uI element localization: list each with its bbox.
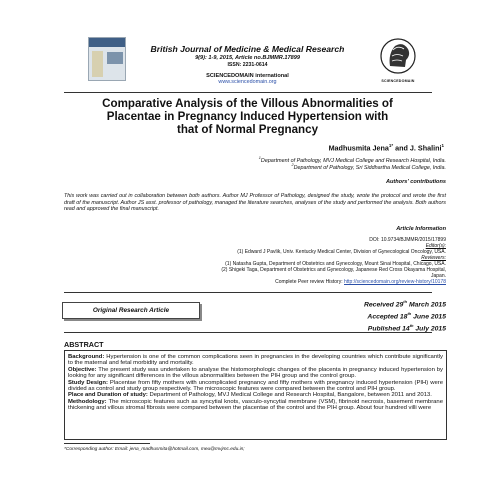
article-info-heading: Article Information: [396, 226, 446, 232]
objective-label: Objective:: [68, 366, 97, 373]
affiliation-1-text: Department of Pathology, MVJ Medical College and Research Hospital, India.: [260, 157, 446, 164]
abstract-top-rule: [64, 332, 432, 333]
dates-block: [0, 298, 446, 334]
accepted-rest: June 2015: [411, 313, 446, 321]
design-text: Placentae from fifty mothers with uncomplicated pregnancy and fifty mothers with pregnancy induced hypertension (PIH) were divided as control and study group respectively. The microscopic features were compared between the control and PIH group.: [68, 379, 443, 393]
affiliation-2-text: Department of Pathology, Sri Siddhartha Medical College, India.: [293, 164, 446, 171]
article-doi: DOI: 10.9734/BJMMR/2015/17899: [369, 237, 446, 243]
abstract-design: [68, 380, 443, 393]
received-label: Received 29: [363, 301, 404, 309]
author-2: J. Shalini: [409, 143, 442, 153]
affiliation-2: [0, 163, 446, 171]
abstract-methodology: [68, 399, 443, 412]
abstract-box: [64, 350, 447, 440]
title-line-1: Comparative Analysis of the Villous Abnormalities of: [102, 97, 393, 110]
author-line: [0, 143, 444, 152]
abstract-objective: [68, 367, 443, 380]
contributions-heading: Authors' contributions: [385, 179, 446, 185]
journal-name: British Journal of Medicine & Medical Research: [150, 44, 345, 54]
author-1-sup: 1*: [388, 143, 394, 148]
journal-issue: 9(9): 1-9, 2015, Article no.BJMMR.17899: [195, 55, 300, 61]
accepted-date: [0, 310, 446, 322]
accepted-sup: th: [407, 310, 412, 316]
methodology-text: The microscopic features such as syncytial knots, vasculo-syncytial membrane (VSM), fibrinoid necrosis, basement membrane thickening and villous stromal fibrosis were compared between the placentae of the control and the PIH group. About four hundred villi were: [68, 398, 443, 412]
methodology-label: Methodology:: [68, 398, 107, 405]
editors-label: Editor(s):: [425, 243, 446, 249]
place-text: Department of Pathology, MVJ Medical College and Research Hospital, Bangalore, between 2011 and 2013.: [147, 392, 432, 399]
author-1: Madhusmita Jena: [328, 143, 389, 153]
contributions-body: This work was carried out in collaboration between both authors. Author MJ Professor of Pathology, designed the study, wrote the protocol and wrote the first draft of the manuscript. Author JS asst. professor of pathology, managed the literature searches, analyses of the study and performed the analysis. Both authors read and approved the final manuscript.: [64, 193, 446, 213]
background-label: Background:: [68, 354, 105, 360]
reviewer-2-cont: Japan.: [430, 273, 446, 279]
review-history-link[interactable]: http://sciencedomain.org/review-history/10178: [344, 279, 446, 285]
published-label: Published 14: [367, 324, 410, 332]
abstract-heading: ABSTRACT: [64, 340, 104, 349]
published-rest: July 2015: [413, 324, 446, 332]
author-2-sup: 1: [441, 143, 444, 148]
sciencedomain-logo-icon: [378, 36, 418, 80]
received-sup: th: [403, 299, 408, 304]
editor-1: (1) Edward J Pavlik, Univ. Kentucky Medical Center, Division of Gynecological Oncology, USA.: [237, 249, 446, 255]
author-connector: and: [393, 143, 410, 153]
title-line-3: that of Normal Pregnancy: [176, 123, 319, 136]
info-rule: [64, 292, 432, 293]
publisher-url[interactable]: www.sciencedomain.org: [218, 79, 277, 85]
article-type-badge: Original Research Article: [62, 302, 200, 319]
affiliation-1-sup: 1: [258, 156, 261, 160]
header-rule: [64, 92, 432, 93]
reviewers-label: Reviewers:: [421, 255, 446, 261]
received-date: [0, 298, 446, 310]
abstract-background: [68, 354, 443, 367]
journal-issn: ISSN: 2231-0614: [227, 62, 268, 68]
logo-text: SCIENCEDOMAIN: [381, 79, 415, 83]
objective-text: The present study was undertaken to analyse the histomorphologic changes of the placenta in pregnancy induced hypertension by looking for any significant differences in the villous abnormalities between the PIH group and the control group.: [68, 366, 443, 380]
reviewer-2: (2) Shigeki Taga, Department of Obstetrics and Gynecology, Japanese Red Cross Okayama Hospital,: [221, 267, 446, 273]
reviewer-1: (1) Natasha Gupta, Department of Obstetrics and Gynecology, Mount Sinai Hospital, Chicago, USA.: [225, 261, 446, 267]
footnote-rule: [64, 443, 150, 444]
received-rest: March 2015: [407, 301, 446, 309]
place-label: Place and Duration of study:: [68, 392, 148, 399]
paper-title: [40, 97, 455, 136]
accepted-label: Accepted 18: [367, 313, 408, 321]
affiliation-2-sup: 2: [291, 163, 294, 167]
design-label: Study Design:: [68, 379, 108, 386]
review-history-label: Complete Peer review History:: [275, 279, 344, 285]
review-history: [0, 279, 446, 285]
corresponding-author-footnote: *Corresponding author: Email: jena_madhusmita@hotmail.com, meu@mvjmc.edu.in;: [64, 447, 245, 452]
published-sup: th: [409, 322, 414, 328]
title-line-2: Placentae in Pregnancy Induced Hypertension with: [106, 110, 389, 123]
publisher-name: SCIENCEDOMAIN international: [206, 73, 289, 79]
background-text: Hypertension is one of the common complications seen in pregnancies in the developing countries which contribute significantly to the maternal and fetal morbidity and mortality.: [68, 354, 443, 367]
